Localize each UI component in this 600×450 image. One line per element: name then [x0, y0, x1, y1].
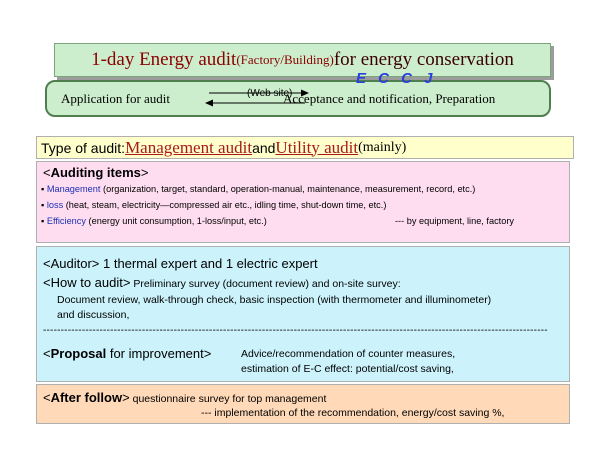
title-main: 1-day Energy audit: [91, 49, 237, 70]
separator-line: -----------------------------------------------------------------------------------------------------------------------------------------------: [43, 325, 548, 336]
audit-type-and: and: [252, 139, 276, 156]
audit-type-suffix: (mainly): [358, 139, 407, 155]
how-to-audit-text: Preliminary survey (document review) and on-site survey:: [130, 278, 401, 290]
item-management: [41, 184, 475, 194]
proposal-text-1: Advice/recommendation of counter measures,: [241, 348, 456, 360]
title-scope: (Factory/Building): [236, 52, 334, 67]
after-follow-line: [43, 389, 326, 407]
item-key-loss: loss: [46, 200, 64, 210]
after-follow-box: [36, 384, 570, 424]
how-to-audit-line: [43, 274, 401, 292]
flow-acceptance: Acceptance and notification, Preparation: [283, 91, 496, 106]
item-key-efficiency: Efficiency: [46, 216, 86, 226]
item-text-management: (organization, target, standard, operation-manual, maintenance, measurement, record, etc.): [100, 184, 476, 194]
proposal-label: <Proposal for improvement>: [43, 346, 212, 361]
audit-type-prefix: Type of audit:: [41, 139, 126, 156]
how-to-audit-label: <How to audit>: [43, 275, 131, 290]
item-key-management: Management: [46, 184, 101, 194]
eccj-label: E C C J: [356, 70, 437, 87]
item-efficiency: [41, 216, 267, 226]
item-loss: [41, 200, 386, 210]
auditing-items-box: [36, 161, 570, 243]
audit-type-box: [36, 136, 574, 159]
auditing-items-heading: <Auditing items>: [43, 165, 149, 180]
after-follow-detail: --- implementation of the recommendation, energy/cost saving %,: [201, 407, 505, 419]
bullet-icon: ▪: [41, 216, 45, 226]
auditor-line: <Auditor> 1 thermal expert and 1 electric expert: [43, 256, 318, 271]
bullet-icon: ▪: [41, 200, 45, 210]
item-text-loss: (heat, steam, electricity—compressed air etc., idling time, shut-down time, etc.): [63, 200, 387, 210]
item-text-efficiency: (energy unit consumption, 1-loss/input, etc.): [85, 216, 267, 226]
after-follow-label: <After follow>: [43, 390, 130, 405]
bullet-icon: ▪: [41, 184, 45, 194]
audit-detail-1: Document review, walk-through check, basic inspection (with thermometer and illuminometer): [57, 294, 492, 306]
audit-detail-2: and discussion,: [57, 309, 130, 321]
title-box: [54, 43, 551, 77]
flow-website: (Web site): [247, 88, 293, 99]
auditor-box: [36, 246, 570, 382]
flow-application: Application for audit: [61, 91, 171, 106]
proposal-text-2: estimation of E-C effect: potential/cost saving,: [241, 363, 454, 375]
after-follow-text: questionnaire survey for top management: [129, 393, 327, 405]
management-audit-label: Management audit: [125, 137, 253, 157]
utility-audit-label: Utility audit: [275, 137, 359, 157]
items-note: --- by equipment, line, factory: [395, 216, 514, 226]
flow-box: [45, 80, 551, 117]
title-purpose: for energy conservation: [333, 49, 514, 70]
